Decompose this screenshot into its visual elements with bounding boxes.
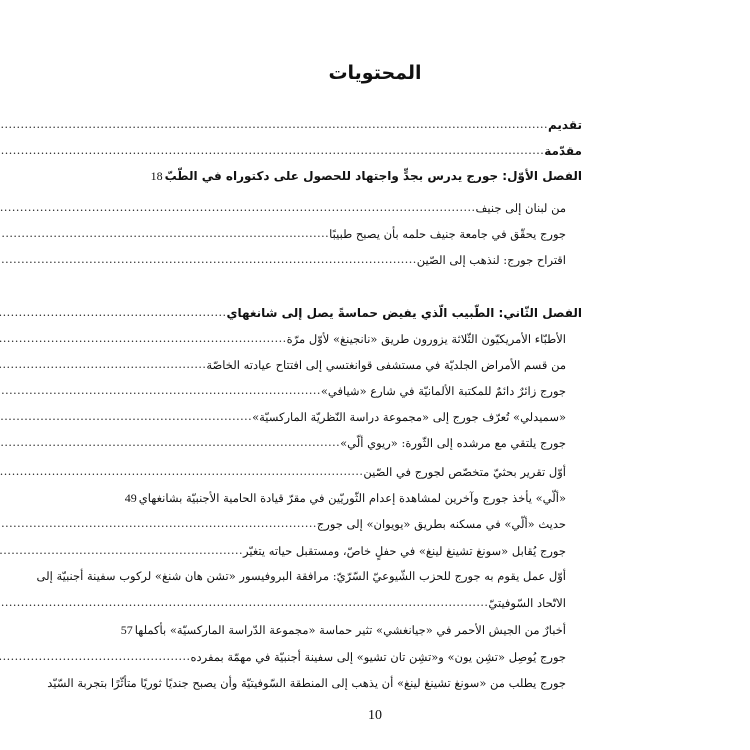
toc-entry-label: جورج يحقّق في جامعة جنيف حلمه بأن يصبح طبيبًا [329, 227, 566, 241]
toc-entry-label: جورج يُقابل «سونغ تشينغ لينغ» في حفلٍ خاصّ، ومستقبل حياته يتغيّر [243, 544, 566, 558]
toc-entry-label: تقديم [548, 118, 582, 132]
toc-entry[interactable] [172, 594, 582, 612]
toc-entry-page: 18 [150, 169, 163, 183]
toc-entry-label: مقدّمة [544, 144, 582, 158]
toc-entry-label: الاتّحاد السّوفيتيّ [488, 596, 566, 610]
leader-dots [0, 408, 252, 426]
toc-entry-label: جورج يلتقي مع مرشده إلى الثّورة: «ريوي ألّي» [340, 436, 566, 450]
toc-entry[interactable] [172, 648, 582, 666]
leader-dots [0, 463, 363, 481]
toc-entry-preface[interactable] [172, 116, 582, 134]
toc-entry-label: اقتراح جورج: لنذهب إلى الصّين [416, 253, 566, 267]
toc-entry-label: حديث «ألّي» في مسكنه بطريق «يويوان» إلى جورج [316, 517, 566, 531]
toc-entry[interactable] [172, 408, 582, 426]
leader-dots [0, 199, 475, 217]
toc-title: المحتويات [328, 62, 422, 84]
toc-entry-wrapped-line[interactable] [36, 567, 582, 585]
toc-entry-chapter-1[interactable] [150, 167, 582, 185]
leader-dots [0, 542, 243, 560]
toc-entry-introduction[interactable] [172, 142, 582, 160]
toc-entry-label: جورج زائرٌ دائمٌ للمكتبة الألمانيّة في شارع «شيافي» [320, 384, 566, 398]
toc-entry-label: الأطبّاء الأمريكيّون الثّلاثة يزورون طريق «نانجينغ» لأوّل مرّة [286, 332, 566, 346]
toc-entry-label: من قسم الأمراض الجلديّة في مستشفى قوانغتسي إلى افتتاح عيادته الخاصّة [206, 358, 566, 372]
toc-entry-label: من لبنان إلى جنيف [475, 201, 566, 215]
leader-dots [0, 116, 548, 134]
toc-entry-page: 57 [120, 623, 133, 637]
toc-entry[interactable] [172, 463, 582, 481]
toc-entry[interactable] [172, 199, 582, 217]
toc-entry[interactable] [172, 542, 582, 560]
toc-entry[interactable] [120, 621, 582, 639]
leader-dots [0, 594, 488, 612]
toc-entry-label: الفصل الثّاني: الطّبيب الّذي يفيض حماسةً يصل إلى شانغهاي [226, 306, 582, 320]
toc-entry[interactable] [172, 434, 582, 452]
toc-entry-label: أوّل عمل يقوم به جورج للحزب الشّيوعيّ السّرّيّ: مرافقة البروفيسور «تشن هان شنغ» لركوب سفينة أجنبيّة إلى [36, 569, 566, 583]
toc-entry-label: أخبارٌ من الجيش الأحمر في «جيانغشي» تثير حماسة «مجموعة الدّراسة الماركسيّة» بأكملها [134, 623, 566, 637]
toc-entry-label: «سميدلي» تُعرّف جورج إلى «مجموعة دراسة النّظريّة الماركسيّة» [252, 410, 566, 424]
leader-dots [0, 304, 226, 322]
toc-entry-chapter-2[interactable] [172, 304, 582, 322]
toc-entry-label: «ألّي» يأخذ جورج وآخرين لمشاهدة إعدام الثّوريّين في مقرّ قيادة الحامية الأجنبيّة بشانغهاي [138, 491, 566, 505]
leader-dots [0, 251, 417, 269]
leader-dots [0, 434, 340, 452]
leader-dots [0, 142, 544, 160]
leader-dots [0, 648, 191, 666]
toc-entry[interactable] [172, 356, 582, 374]
toc-entry-label: جورج يُوصِل «تشِن يون» و«تشِن تان تشيو» إلى سفينة أجنبيّة في مهمّة بمفرده [190, 650, 566, 664]
toc-entry-label: الفصل الأوّل: جورج يدرس بجدٍّ واجتهاد للحصول على دكتوراه في الطّبّ [164, 169, 582, 183]
toc-entry[interactable] [172, 251, 582, 269]
toc-entry-wrapped-line[interactable] [47, 674, 582, 692]
toc-entry-label: جورج يطلب من «سونغ تشينغ لينغ» أن يذهب إلى المنطقة السّوفيتيّة وأن يصبح جنديًا ثوريًا متأثّرًا بتجربة السّيّد [47, 676, 566, 690]
toc-entry[interactable] [172, 225, 582, 243]
leader-dots [0, 382, 321, 400]
toc-entry[interactable] [172, 330, 582, 348]
toc-entry[interactable] [172, 515, 582, 533]
leader-dots [0, 515, 317, 533]
leader-dots [0, 225, 329, 243]
leader-dots [0, 330, 287, 348]
toc-entry[interactable] [172, 382, 582, 400]
toc-entry-label: أوّل تقرير بحثيّ متخصّص لجورج في الصّين [363, 465, 566, 479]
page-number: 10 [368, 708, 382, 723]
toc-entry-page: 49 [124, 491, 137, 505]
leader-dots [0, 356, 206, 374]
toc-entry[interactable] [124, 489, 582, 507]
